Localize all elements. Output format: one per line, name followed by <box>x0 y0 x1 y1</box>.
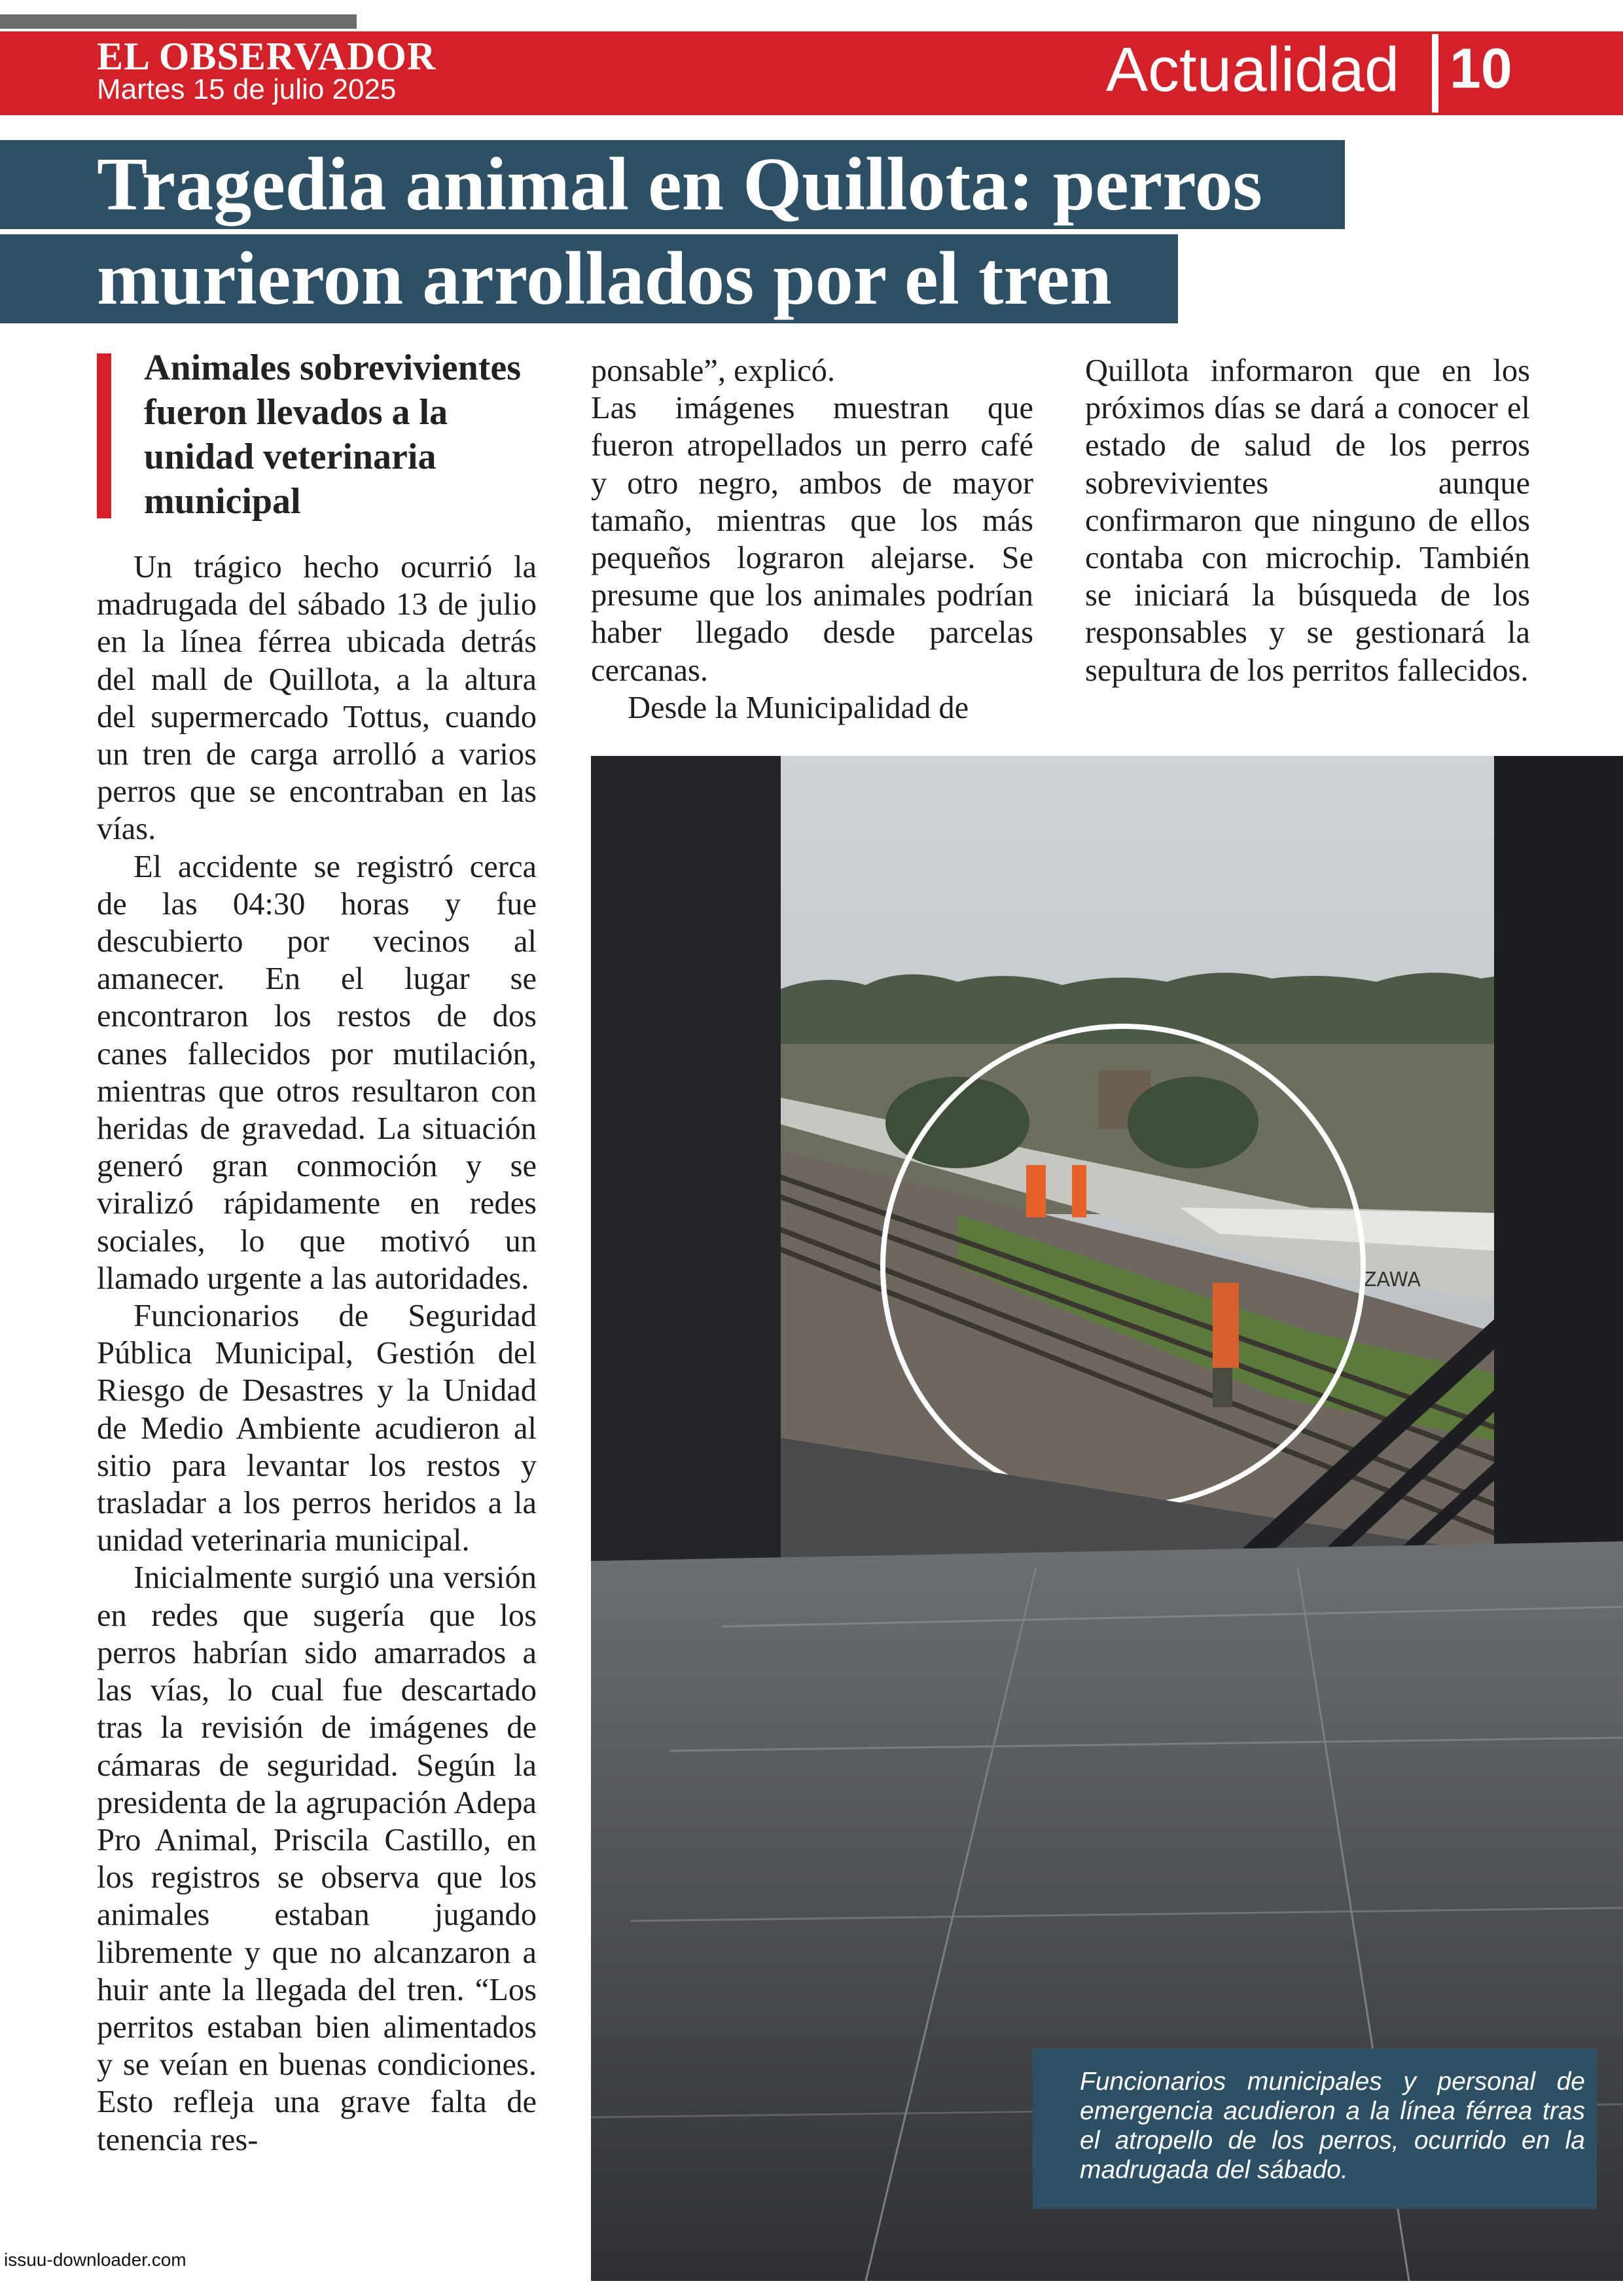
section-name: Actualidad <box>1106 35 1400 105</box>
section-divider <box>1432 34 1438 113</box>
paragraph: Un trágico hecho ocurrió la madrugada del sábado 13 de julio en la línea férrea ubicada detrás del mall de Quillota, a la altura del supermercado Tottus, cuando un tren de carga arrolló a varios perros que se encontraban en las vías. <box>97 550 537 847</box>
article-column-2 <box>591 352 1033 726</box>
headline-line-2: murieron arrollados por el tren <box>97 237 1112 321</box>
watermark: issuu-downloader.com <box>4 2250 187 2270</box>
paragraph: Desde la Municipalidad de <box>628 690 969 725</box>
issue-date: Martes 15 de julio 2025 <box>97 73 397 105</box>
window-view <box>774 756 1540 1561</box>
paragraph: Inicialmente surgió una versión en redes que sugería que los perros habrían sido amarrados a las vías, lo cual fue descartado tras la revisión de imágenes de cámaras de seguridad. Según la presidenta de la agrupación Adepa Pro Animal, Priscila Castillo, en los registros se observa que los animales estaban jugando libremente y que no alcanzaron a huir ante la llegada del tren. “Los perritos estaban bien alimentados y se veían en buenas condiciones. Esto refleja una grave falta de tenencia res- <box>97 1560 537 2157</box>
article-column-3 <box>1085 352 1530 689</box>
headline-line-1: Tragedia animal en Quillota: perros <box>97 143 1262 226</box>
photo-caption: Funcionarios municipales y personal de emergencia acudieron a la línea férrea tras el atropello de los perros, ocurrido en la madrugada del sábado. <box>1080 2068 1585 2184</box>
paragraph: Funcionarios de Seguridad Pública Municipal, Gestión del Riesgo de Desastres y la Unidad de Medio Ambiente acudieron al sitio para levantar los restos y trasladar a los perros heridos a la unidad veterinaria municipal. <box>97 1299 537 1558</box>
wall-graffiti: ZAWA <box>1363 1268 1421 1291</box>
article-column-1 <box>97 548 537 2159</box>
header-top-rule <box>0 14 357 29</box>
subhead-accent-bar <box>97 353 111 518</box>
paragraph: ponsable”, explicó. <box>591 353 836 388</box>
page-number: 10 <box>1450 37 1512 100</box>
paragraph: Quillota informaron que en los próximos días se dará a conocer el estado de salud de los perros sobrevivientes aunque confirmaron que ninguno de ellos contaba con microchip. También se iniciará la búsqueda de los responsables y se gestionará la sepultura de los perritos fallecidos. <box>1085 353 1530 688</box>
paragraph: Las imágenes muestran que fueron atropellados un perro café y otro negro, ambos de mayor tamaño, mientras que los más pequeños lograron alejarse. Se presume que los animales podrían haber llegado desde parcelas cercanas. <box>591 391 1033 688</box>
paragraph: El accidente se registró cerca de las 04:30 horas y fue descubierto por vecinos al amanecer. En el lugar se encontraron los restos de dos canes fallecidos por mutilación, mientras que otros resultaron con heridas de gravedad. La situación generó gran conmoción y se viralizó rápidamente en redes sociales, lo que motivó un llamado urgente a las autoridades. <box>97 849 537 1296</box>
newspaper-name: EL OBSERVADOR <box>97 35 437 78</box>
subhead: Animales sobrevivientes fueron llevados a la unidad veterinaria municipal <box>144 348 522 522</box>
